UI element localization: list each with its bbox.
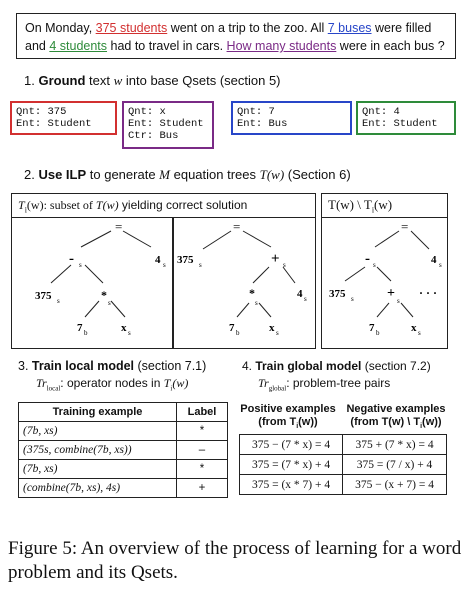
tree-2-375-leaf: 375 [177, 254, 194, 266]
tree-2-7-sub: b [236, 329, 240, 337]
tree-1-root-equals: = [115, 219, 123, 234]
tree-1-four-sub: s [163, 261, 166, 269]
figure-caption: Figure 5: An overview of the process of learning for a word problem and its Qsets. [8, 538, 462, 583]
table-row [19, 422, 228, 441]
tree-2-375-sub: s [199, 261, 202, 269]
word-problem-box [16, 13, 456, 59]
quantity-375-students: 375 students [95, 21, 168, 35]
positive-example-cell: 375 = (7 * x) + 4 [240, 455, 343, 475]
tree-1-four-leaf: 4 [155, 254, 161, 266]
tree-3-plus-sub: s [397, 297, 400, 305]
problem-line-2 [25, 37, 447, 55]
tree-2-four-sub: s [304, 295, 307, 303]
tree-1-times-node: * [101, 288, 107, 302]
tree-1-minus-node: - [69, 251, 74, 267]
col-header-training-example: Training example [19, 403, 177, 422]
tree-1-x-sub: s [128, 329, 131, 337]
global-training-description: $Tr_{global}$: problem-tree pairs [258, 376, 391, 393]
problem-text: and [25, 39, 50, 53]
label-cell: + [177, 479, 228, 498]
tree-3-ellipsis: · · · [419, 286, 438, 300]
global-training-table [239, 434, 447, 495]
tree-2-four-leaf: 4 [297, 288, 303, 300]
negative-examples-header: Negative examples (from T(w) \ $T_i(w)$) [346, 403, 446, 431]
label-cell: – [177, 441, 228, 460]
tree-1-diagram [11, 217, 173, 349]
problem-text: On Monday, [25, 21, 96, 35]
tree-2-x-leaf: x [269, 322, 275, 334]
step-3-title: 3. Train local model (section 7.1) [18, 359, 207, 373]
training-example-cell: (7b, xs) [19, 460, 177, 479]
training-example-cell: (7b, xs) [19, 422, 177, 441]
tree-1-375-sub: s [57, 297, 60, 305]
tree-1-7-sub: b [84, 329, 88, 337]
table-row [240, 455, 447, 475]
problem-text: were in each bus ? [336, 39, 445, 53]
question-phrase: How many students [226, 39, 337, 53]
incorrect-trees-title: T(w) \ $T_i(w)$ [328, 197, 393, 215]
tree-2-times-node: * [249, 286, 255, 300]
tree-3-375-sub: s [351, 295, 354, 303]
tree-3-root-equals: = [401, 219, 409, 234]
qset-7-bus: Qnt: 7 Ent: Bus [231, 101, 352, 135]
positive-examples-header: Positive examples (from $T_i(w)$) [240, 403, 336, 431]
tree-1-minus-sub: s [79, 261, 82, 269]
problem-text: had to travel in cars. [107, 39, 227, 53]
tree-1-375-leaf: 375 [35, 290, 52, 302]
tree-2-x-sub: s [276, 329, 279, 337]
label-cell: * [177, 422, 228, 441]
table-row [240, 435, 447, 455]
negative-example-cell: 375 = (7 / x) + 4 [343, 455, 447, 475]
col-header-label: Label [177, 403, 228, 422]
tree-3-x-sub: s [418, 329, 421, 337]
tree-3-7-sub: b [376, 329, 380, 337]
problem-line-1 [25, 19, 447, 37]
tree-3-plus-node: + [387, 286, 395, 301]
qset-x-student-bus: Qnt: x Ent: Student Ctr: Bus [122, 101, 214, 149]
tree-2-root-equals: = [233, 219, 241, 234]
negative-example-cell: 375 + (7 * x) = 4 [343, 435, 447, 455]
quantity-7-buses: 7 buses [327, 21, 372, 35]
training-example-cell: (375s, combine(7b, xs)) [19, 441, 177, 460]
quantity-4-students: 4 students [49, 39, 108, 53]
tree-3-7-leaf: 7 [369, 322, 375, 334]
qset-375-student: Qnt: 375 Ent: Student [10, 101, 117, 135]
tree-3-minus-sub: s [373, 261, 376, 269]
table-row [240, 475, 447, 495]
problem-text: were filled [371, 21, 432, 35]
positive-example-cell: 375 − (7 * x) = 4 [240, 435, 343, 455]
tree-2-times-sub: s [255, 299, 258, 307]
tree-3-x-leaf: x [411, 322, 417, 334]
tree-1-times-sub: s [108, 299, 111, 307]
local-training-description: $Tr_{local}$: operator nodes in $T_i(w)$ [36, 376, 189, 393]
step-4-title: 4. Train global model (section 7.2) [242, 359, 431, 373]
tree-2-plus-node: + [271, 251, 280, 267]
correct-trees-title: $T_i(w)$: subset of T(w) yielding correct solution [18, 198, 248, 215]
positive-example-cell: 375 = (x * 7) + 4 [240, 475, 343, 495]
training-example-cell: (combine(7b, xs), 4s) [19, 479, 177, 498]
tree-1-x-leaf: x [121, 322, 127, 334]
label-cell: * [177, 460, 228, 479]
local-training-table [18, 402, 228, 498]
tree-2-diagram [173, 217, 316, 349]
tree-3-diagram [321, 217, 448, 349]
table-row [19, 441, 228, 460]
tree-2-7-leaf: 7 [229, 322, 235, 334]
tree-3-four-leaf: 4 [431, 254, 437, 266]
tree-3-375-leaf: 375 [329, 288, 346, 300]
negative-example-cell: 375 − (x + 7) = 4 [343, 475, 447, 495]
step-1-title: 1. Ground text w into base Qsets (section 5) [24, 73, 281, 88]
qset-4-student: Qnt: 4 Ent: Student [356, 101, 456, 135]
problem-text: went on a trip to the zoo. All [167, 21, 328, 35]
tree-2-plus-sub: s [283, 261, 286, 269]
step-2-title: 2. Use ILP to generate M equation trees T(w) (Section 6) [24, 167, 351, 182]
tree-1-7-leaf: 7 [77, 322, 83, 334]
table-row [19, 479, 228, 498]
table-row [19, 460, 228, 479]
tree-3-minus-node: - [365, 251, 370, 267]
tree-3-four-sub: s [439, 261, 442, 269]
